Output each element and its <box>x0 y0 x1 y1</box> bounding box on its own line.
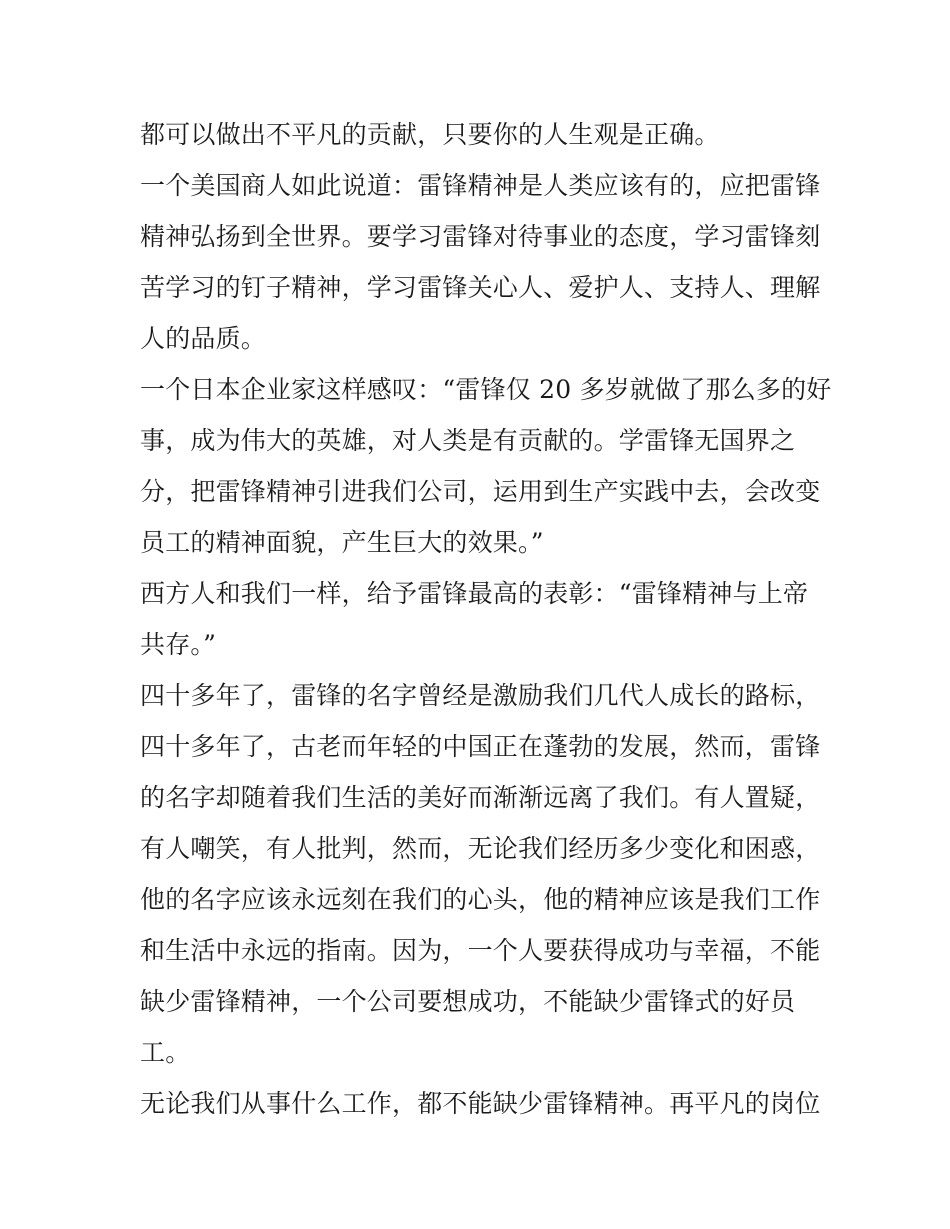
text-line: 一个美国商人如此说道：雷锋精神是人类应该有的，应把雷锋 <box>140 171 821 200</box>
text-line: 都可以做出不平凡的贡献，只要你的人生观是正确。 <box>140 120 720 149</box>
text-line: 事，成为伟大的英雄，对人类是有贡献的。学雷锋无国界之 <box>140 426 796 455</box>
text-line: 的名字却随着我们生活的美好而渐渐远离了我们。有人置疑， <box>140 783 821 812</box>
text-line: 和生活中永远的指南。因为，一个人要获得成功与幸福，不能 <box>140 936 821 965</box>
body-text <box>140 109 832 1129</box>
text-line: 分，把雷锋精神引进我们公司，运用到生产实践中去，会改变 <box>140 477 821 506</box>
text-line: 缺少雷锋精神，一个公司要想成功，不能缺少雷锋式的好员 <box>140 987 796 1016</box>
text-line: 四十多年了，古老而年轻的中国正在蓬勃的发展，然而，雷锋 <box>140 732 821 761</box>
text-line: 员工的精神面貌，产生巨大的效果。” <box>140 528 544 557</box>
text-line: 共存。” <box>140 630 217 659</box>
text-line: 人的品质。 <box>140 324 267 353</box>
text-line: 西方人和我们一样，给予雷锋最高的表彰：“雷锋精神与上帝 <box>140 579 809 608</box>
text-line: 苦学习的钉子精神，学习雷锋关心人、爱护人、支持人、理解 <box>140 273 821 302</box>
text-line: 有人嘲笑，有人批判，然而，无论我们经历多少变化和困惑， <box>140 834 821 863</box>
text-line: 无论我们从事什么工作，都不能缺少雷锋精神。再平凡的岗位 <box>140 1089 821 1118</box>
text-line: 精神弘扬到全世界。要学习雷锋对待事业的态度，学习雷锋刻 <box>140 222 821 251</box>
text-line: 一个日本企业家这样感叹：“雷锋仅 20 多岁就做了那么多的好 <box>140 375 832 404</box>
text-line: 他的名字应该永远刻在我们的心头，他的精神应该是我们工作 <box>140 885 821 914</box>
text-line: 四十多年了，雷锋的名字曾经是激励我们几代人成长的路标， <box>140 681 821 710</box>
text-line: 工。 <box>140 1038 191 1067</box>
